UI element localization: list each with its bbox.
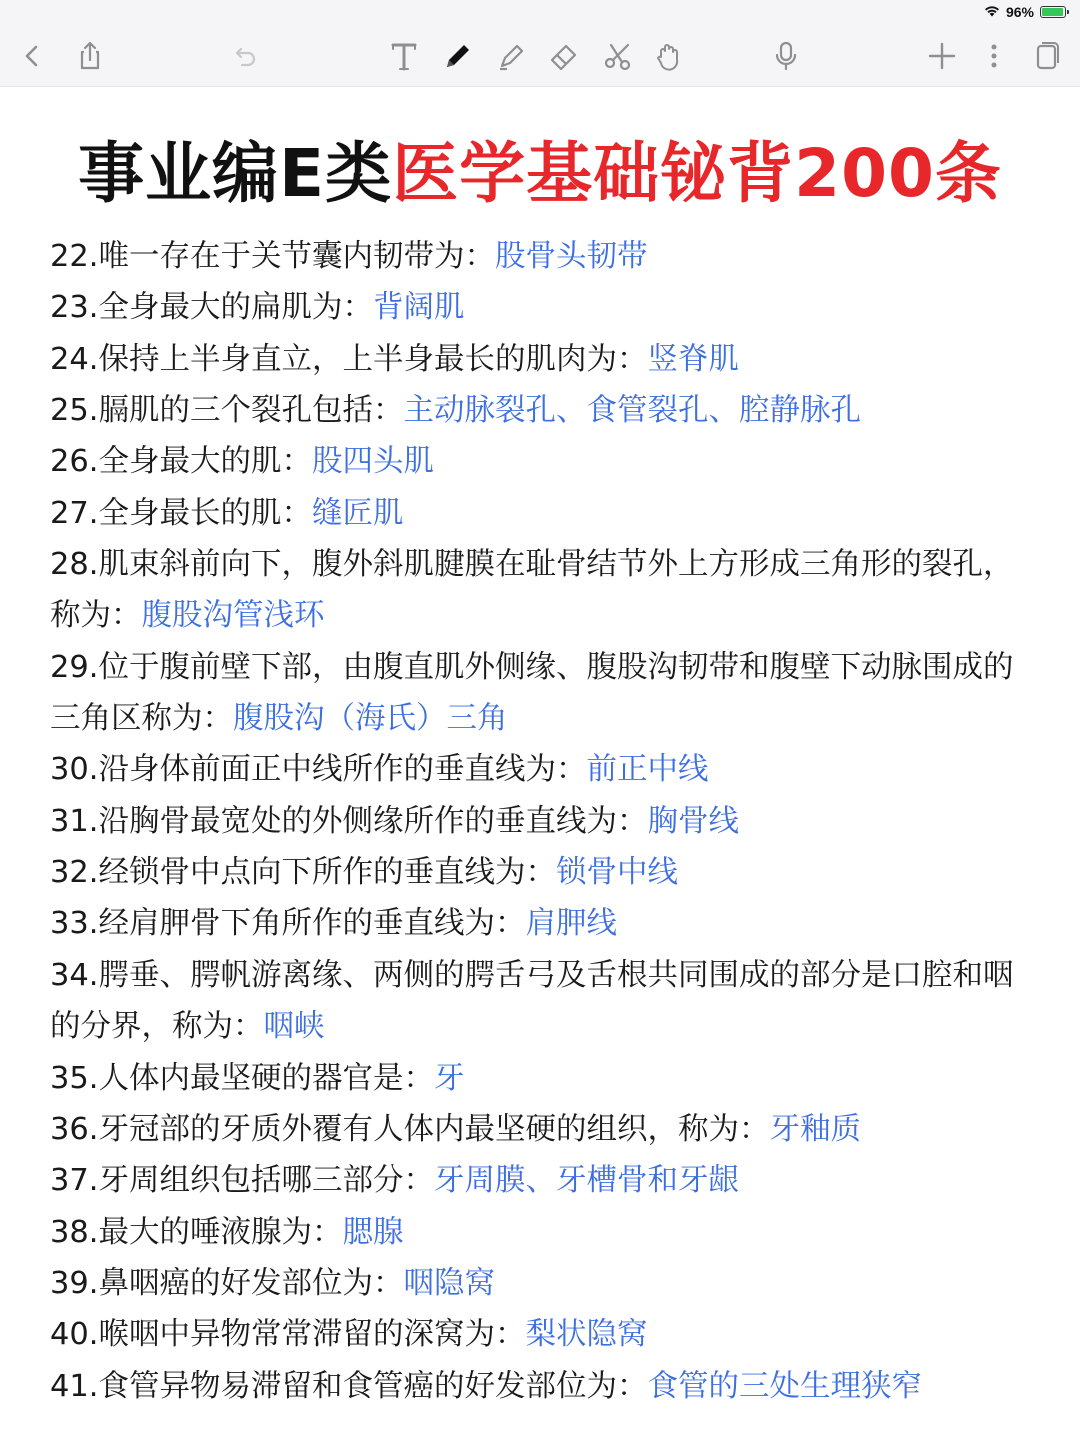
- list-item: [50, 1361, 1040, 1412]
- list-item: [50, 282, 1040, 333]
- lasso-scissors-icon[interactable]: [598, 36, 638, 76]
- text-tool-icon[interactable]: [384, 36, 424, 76]
- list-item: [50, 950, 1040, 1053]
- list-item: [50, 796, 1040, 847]
- battery-percent: 96%: [1005, 4, 1034, 20]
- answer-text: 牙: [434, 1060, 465, 1096]
- question-text: 29.位于腹前壁下部，由腹直肌外侧缘、腹股沟韧带和腹壁下动脉围成的三角区称为：: [50, 649, 1014, 737]
- answer-text: 腹股沟管浅环: [141, 598, 325, 634]
- wifi-icon: [984, 4, 1000, 20]
- status-bar: [0, 0, 1080, 26]
- answer-text: 咽隐窝: [403, 1265, 496, 1301]
- answer-text: 竖脊肌: [647, 341, 740, 377]
- answer-text: 食管的三处生理狭窄: [647, 1368, 923, 1404]
- question-text: 27.全身最长的肌：: [50, 495, 313, 531]
- list-item: [50, 436, 1040, 487]
- question-text: 39.鼻咽癌的好发部位为：: [50, 1265, 404, 1301]
- question-text: 24.保持上半身直立，上半身最长的肌肉为：: [50, 341, 648, 377]
- list-item: [50, 385, 1040, 436]
- question-text: 37.牙周组织包括哪三部分：: [50, 1163, 435, 1199]
- question-text: 22.唯一存在于关节囊内韧带为：: [50, 239, 496, 274]
- highlighter-icon[interactable]: [492, 36, 532, 76]
- add-icon[interactable]: [922, 36, 962, 76]
- title-black-part: 事业编E类: [78, 135, 393, 212]
- list-item: [50, 539, 1040, 642]
- status-indicators: [984, 4, 1066, 20]
- list-item: [50, 847, 1040, 898]
- list-item: [50, 231, 1040, 282]
- list-item: [50, 898, 1040, 949]
- question-text: 41.食管异物易滞留和食管癌的好发部位为：: [50, 1368, 648, 1404]
- list-item: [50, 1207, 1040, 1258]
- list-item: [50, 744, 1040, 795]
- question-text: 23.全身最大的扁肌为：: [50, 290, 374, 326]
- answer-text: 前正中线: [586, 752, 709, 788]
- list-item: [50, 1155, 1040, 1206]
- answer-text: 腮腺: [342, 1214, 404, 1250]
- answer-text: 缝匠肌: [312, 495, 404, 531]
- answer-text: 腹股沟（海氏）三角: [233, 701, 508, 737]
- question-text: 40.喉咽中异物常常滞留的深窝为：: [50, 1317, 526, 1353]
- question-text: 34.腭垂、腭帆游离缘、两侧的腭舌弓及舌根共同围成的部分是口腔和咽的分界，称为：: [50, 957, 1014, 1045]
- question-text: 32.经锁骨中点向下所作的垂直线为：: [50, 855, 557, 891]
- answer-text: 肩胛线: [525, 906, 618, 942]
- answer-text: 咽峡: [263, 1009, 325, 1045]
- answer-text: 背阔肌: [373, 290, 465, 326]
- hand-icon[interactable]: [648, 36, 688, 76]
- answer-text: 梨状隐窝: [525, 1317, 648, 1353]
- list-item: [50, 1309, 1040, 1360]
- share-icon[interactable]: [70, 36, 110, 76]
- answer-text: 牙周膜、牙槽骨和牙龈: [434, 1163, 740, 1199]
- chevron-left-icon[interactable]: [12, 36, 52, 76]
- question-text: 38.最大的唾液腺为：: [50, 1214, 343, 1250]
- pages-icon[interactable]: [1026, 36, 1066, 76]
- question-text: 30.沿身体前面正中线所作的垂直线为：: [50, 752, 587, 788]
- question-text: 28.肌束斜前向下，腹外斜肌腱膜在耻骨结节外上方形成三角形的裂孔，称为：: [50, 547, 1014, 634]
- question-text: 36.牙冠部的牙质外覆有人体内最坚硬的组织，称为：: [50, 1111, 770, 1147]
- question-text: 31.沿胸骨最宽处的外侧缘所作的垂直线为：: [50, 803, 648, 839]
- microphone-icon[interactable]: [766, 36, 806, 76]
- battery-icon: [1040, 6, 1066, 18]
- answer-text: 股四头肌: [312, 444, 435, 480]
- question-text: 26.全身最大的肌：: [50, 444, 313, 480]
- toolbar: [0, 26, 1080, 87]
- answer-text: 胸骨线: [647, 803, 740, 839]
- list-item: [50, 1053, 1040, 1104]
- list-item: [50, 334, 1040, 385]
- list-item: [50, 1104, 1040, 1155]
- answer-text: 主动脉裂孔、食管裂孔、腔静脉孔: [403, 393, 862, 429]
- page-title: [0, 120, 1080, 215]
- question-text: 25.膈肌的三个裂孔包括：: [50, 393, 404, 429]
- list-item: [50, 642, 1040, 745]
- list-item: [50, 1258, 1040, 1309]
- question-text: 35.人体内最坚硬的器官是：: [50, 1060, 435, 1096]
- undo-icon[interactable]: [226, 36, 266, 76]
- answer-text: 锁骨中线: [556, 855, 679, 891]
- question-text: 33.经肩胛骨下角所作的垂直线为：: [50, 906, 526, 942]
- answer-text: 牙釉质: [769, 1111, 862, 1147]
- answer-text: 股骨头韧带: [495, 239, 648, 274]
- title-red-part: 医学基础铋背200条: [392, 135, 1002, 212]
- more-icon[interactable]: [974, 36, 1014, 76]
- eraser-icon[interactable]: [544, 36, 584, 76]
- note-content: [50, 231, 1040, 1412]
- list-item: [50, 488, 1040, 539]
- pen-icon[interactable]: [438, 36, 478, 76]
